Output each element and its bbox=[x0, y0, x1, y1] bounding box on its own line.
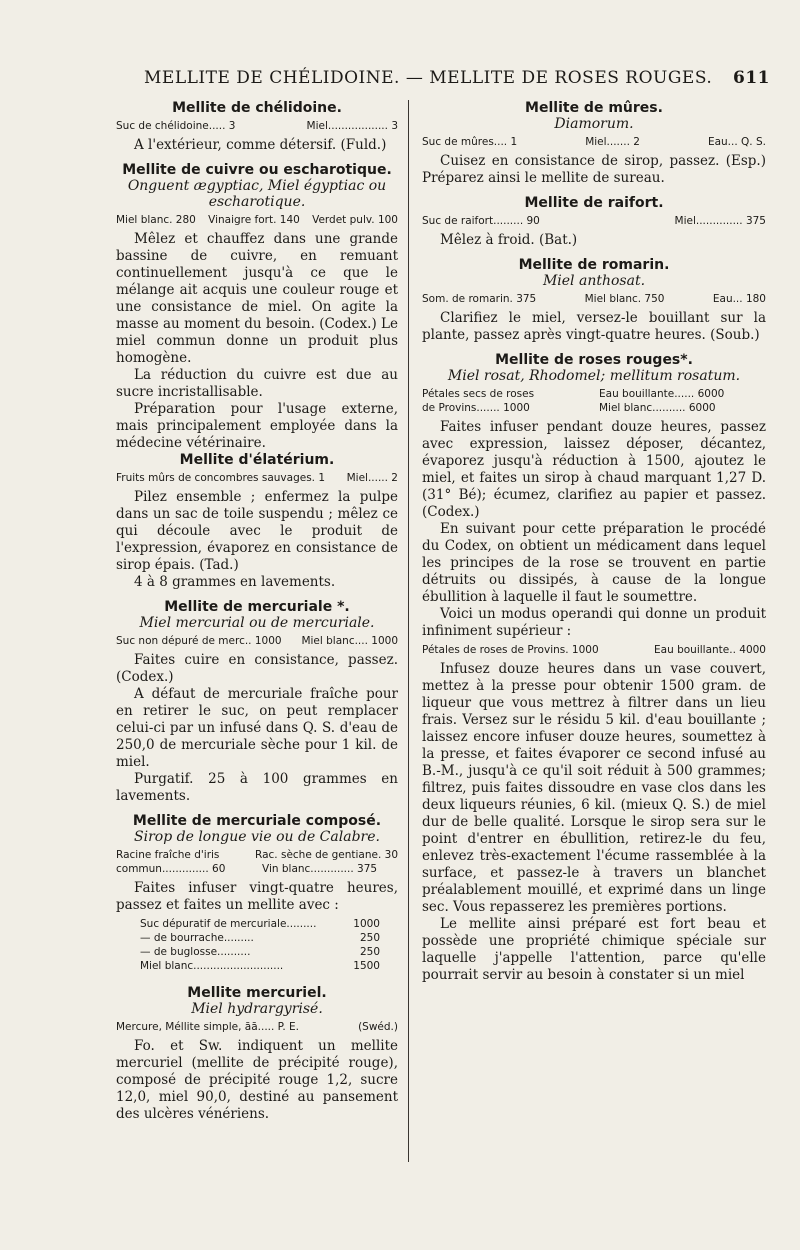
left-column bbox=[116, 100, 398, 1123]
text-cuivre-3: Préparation pour l'usage externe, mais principalement employée dans la médecine vétérinaire. bbox=[116, 401, 398, 451]
ingredients-raifort bbox=[422, 214, 766, 228]
text-mercuriale-3: Purgatif. 25 à 100 grammes en lavements. bbox=[116, 771, 398, 804]
ingredient-qty: 1000 bbox=[353, 918, 380, 930]
ingredient: Miel.............. 375 bbox=[674, 215, 766, 227]
text-romarin: Clarifiez le miel, versez-le bouillant sur la plante, passez après vingt-quatre heures. (Soub.) bbox=[422, 310, 766, 343]
ingredient: Suc de mûres.... 1 bbox=[422, 136, 518, 148]
ingredient-qty: 250 bbox=[359, 946, 380, 958]
ingredient: Miel.................. 3 bbox=[306, 120, 398, 132]
ingredient: Eau bouillante...... 6000 bbox=[599, 388, 725, 400]
ingredient: Pétales de roses de Provins. 1000 bbox=[422, 644, 599, 656]
heading-romarin: Mellite de romarin. bbox=[518, 257, 670, 273]
text-roses-3: Voici un modus operandi qui donne un produit infiniment supérieur : bbox=[422, 606, 766, 639]
text-cuivre-1: Mêlez et chauffez dans une grande bassine de cuivre, en remuant continuellement jusqu'à ce que le mélange ait acquis une couleur rouge et une consistance de miel. On agite la masse au moment du besoin. (Codex.) Le miel commun donne un produit plus homogène. bbox=[116, 231, 398, 366]
text-mercuriale-compose: Faites infuser vingt-quatre heures, passez et faites un mellite avec : bbox=[116, 880, 398, 913]
ingredient: commun.............. 60 bbox=[116, 863, 226, 875]
text-mercuriale-2: A défaut de mercuriale fraîche pour en retirer le suc, on peut remplacer celui-ci par un infusé dans Q. S. d'eau de 250,0 de mercuriale sèche pour 1 kil. de miel. bbox=[116, 686, 398, 770]
heading-mercuriale-compose: Mellite de mercuriale composé. bbox=[132, 813, 382, 829]
ingredient: Miel....... 2 bbox=[585, 136, 640, 148]
ingredient: Verdet pulv. 100 bbox=[312, 214, 398, 226]
heading-mercuriel: Mellite mercuriel. bbox=[187, 985, 327, 1001]
text-roses-5: Le mellite ainsi préparé est fort beau et possède une propriété chimique spéciale sur laquelle j'appelle l'attention, parce qu'elle pourrait servir au besoin à constater si un miel bbox=[422, 916, 766, 983]
ingredient: Miel...... 2 bbox=[346, 472, 398, 484]
ingredient-qty: 1500 bbox=[353, 960, 380, 972]
ingredient-list-mercuriale-compose bbox=[134, 917, 380, 973]
text-chelidoine: A l'extérieur, comme détersif. (Fuld.) bbox=[134, 137, 387, 153]
heading-cuivre: Mellite de cuivre ou escharotique. bbox=[122, 162, 392, 178]
heading-roses: Mellite de roses rouges*. bbox=[495, 352, 693, 368]
ingredient: Som. de romarin. 375 bbox=[422, 293, 537, 305]
ingredient: Miel blanc. 280 bbox=[116, 214, 196, 226]
subtitle-cuivre: Onguent ægyptiac, Miel égyptiac ou escharotique. bbox=[127, 178, 387, 210]
subtitle-romarin: Miel anthosat. bbox=[542, 273, 646, 289]
text-mures: Cuisez en consistance de sirop, passez. (Esp.) Préparez ainsi le mellite de sureau. bbox=[422, 153, 766, 186]
ingredient: Rac. sèche de gentiane. 30 bbox=[255, 849, 398, 861]
heading-elaterium: Mellite d'élatérium. bbox=[179, 452, 335, 468]
ingredient: Vinaigre fort. 140 bbox=[208, 214, 300, 226]
ingredients-romarin bbox=[422, 292, 766, 306]
ingredients-roses bbox=[422, 387, 766, 415]
ingredient: de Provins....... 1000 bbox=[422, 402, 530, 414]
ingredient: Miel blanc. 750 bbox=[584, 293, 665, 305]
ingredient: — de buglosse.......... bbox=[140, 946, 251, 958]
ingredient: Mercure, Méllite simple, āā..... P. E. bbox=[116, 1021, 300, 1033]
subtitle-mures: Diamorum. bbox=[554, 116, 634, 132]
ingredient: Miel blanc........................... bbox=[140, 960, 284, 972]
ingredient-qty: 250 bbox=[359, 932, 380, 944]
ingredient: Pétales secs de roses bbox=[422, 388, 535, 400]
ingredients-mures bbox=[422, 135, 766, 149]
ingredient: Racine fraîche d'iris bbox=[116, 849, 220, 861]
ingredient: Suc dépuratif de mercuriale......... bbox=[140, 918, 317, 930]
subtitle-mercuriel: Miel hydrargyrisé. bbox=[191, 1001, 323, 1017]
text-cuivre-2: La réduction du cuivre est due au sucre incristallisable. bbox=[116, 367, 398, 400]
ingredients-roses-2 bbox=[422, 643, 766, 657]
ingredient: Suc de chélidoine..... 3 bbox=[116, 120, 236, 132]
ingredient: Vin blanc............. 375 bbox=[262, 863, 378, 875]
ingredient: Suc de raifort......... 90 bbox=[422, 215, 540, 227]
ingredient: Fruits mûrs de concombres sauvages. 1 bbox=[116, 472, 326, 484]
subtitle-mercuriale: Miel mercurial ou de mercuriale. bbox=[139, 615, 375, 631]
heading-chelidoine: Mellite de chélidoine. bbox=[172, 100, 342, 116]
ingredient: Miel blanc.... 1000 bbox=[301, 635, 398, 647]
subtitle-roses: Miel rosat, Rhodomel; mellitum rosatum. bbox=[447, 368, 741, 384]
text-roses-4: Infusez douze heures dans un vase couvert, mettez à la presse pour obtenir 1500 gram. de liqueur que vous mettrez à filtrer dans un lieu frais. Versez sur le résidu 5 kil. d'eau bouillante ; laissez encore infuser douze heures, soumettez à la presse, et faites évaporer ce second infusé au B.-M., jusqu'à ce qu'il soit réduit à 500 grammes; filtrez, puis faites dissoudre en vase clos dans les deux liqueurs réunies, 6 kil. (mieux Q. S.) de miel dur de belle qualité. Lorsque le sirop sera sur le point d'entrer en ébullition, retirez-le du feu, enlevez très-exactement l'écume rassemblée à la surface, et passez-le à travers un blanchet préalablement mouillé, et exprimé dans un linge sec. Vous repasserez les premières portions. bbox=[422, 661, 766, 915]
ingredient: Eau... Q. S. bbox=[707, 136, 766, 148]
text-mercuriale-1: Faites cuire en consistance, passez. (Codex.) bbox=[116, 652, 398, 685]
heading-raifort: Mellite de raifort. bbox=[524, 195, 664, 211]
heading-mures: Mellite de mûres. bbox=[525, 100, 663, 116]
running-title: MELLITE DE CHÉLIDOINE. — MELLITE DE ROSES ROUGES. bbox=[144, 68, 713, 88]
ingredients-elaterium bbox=[116, 471, 398, 485]
ingredients-mercuriel bbox=[116, 1020, 398, 1034]
ingredient: Suc non dépuré de merc.. 1000 bbox=[116, 635, 282, 647]
column-divider bbox=[408, 100, 409, 1162]
text-roses-1: Faites infuser pendant douze heures, passez avec expression, laissez déposer, décantez, évaporez jusqu'à réduction à 1500, ajoutez le miel, et faites un sirop à chaud marquant 1,27 D. (31° Bé); écumez, clarifiez au papier et passez. (Codex.) bbox=[422, 419, 766, 520]
ingredients-mercuriale-compose bbox=[116, 848, 398, 876]
page-number: 611 bbox=[733, 68, 770, 88]
ingredient: — de bourrache......... bbox=[140, 932, 254, 944]
ingredients-mercuriale bbox=[116, 634, 398, 648]
ingredient: Eau... 180 bbox=[712, 293, 766, 305]
right-column bbox=[422, 100, 766, 984]
text-mercuriel: Fo. et Sw. indiquent un mellite mercuriel (mellite de précipité rouge), composé de précipité rouge 1,2, sucre 12,0, miel 90,0, destiné au pansement des ulcères vénériens. bbox=[116, 1038, 398, 1122]
text-elaterium-1: Pilez ensemble ; enfermez la pulpe dans un sac de toile suspendu ; mêlez ce qui découle avec le produit de l'expression, évaporez en consistance de sirop épais. (Tad.) bbox=[116, 489, 398, 573]
ingredients-cuivre bbox=[116, 213, 398, 227]
text-roses-2: En suivant pour cette préparation le procédé du Codex, on obtient un médicament dans lequel les principes de la rose se trouvent en partie détruits ou dissipés, à cause de la longue ébullition à laquelle il faut le soumettre. bbox=[422, 521, 766, 605]
subtitle-mercuriale-compose: Sirop de longue vie ou de Calabre. bbox=[134, 829, 380, 845]
text-raifort: Mêlez à froid. (Bat.) bbox=[440, 232, 578, 248]
ingredients-chelidoine bbox=[116, 119, 398, 133]
ingredient: Miel blanc.......... 6000 bbox=[599, 402, 716, 414]
heading-mercuriale: Mellite de mercuriale *. bbox=[164, 599, 350, 615]
text-elaterium-2: 4 à 8 grammes en lavements. bbox=[134, 574, 336, 590]
ingredient: Eau bouillante.. 4000 bbox=[654, 644, 766, 656]
ingredient: (Swéd.) bbox=[358, 1021, 398, 1033]
